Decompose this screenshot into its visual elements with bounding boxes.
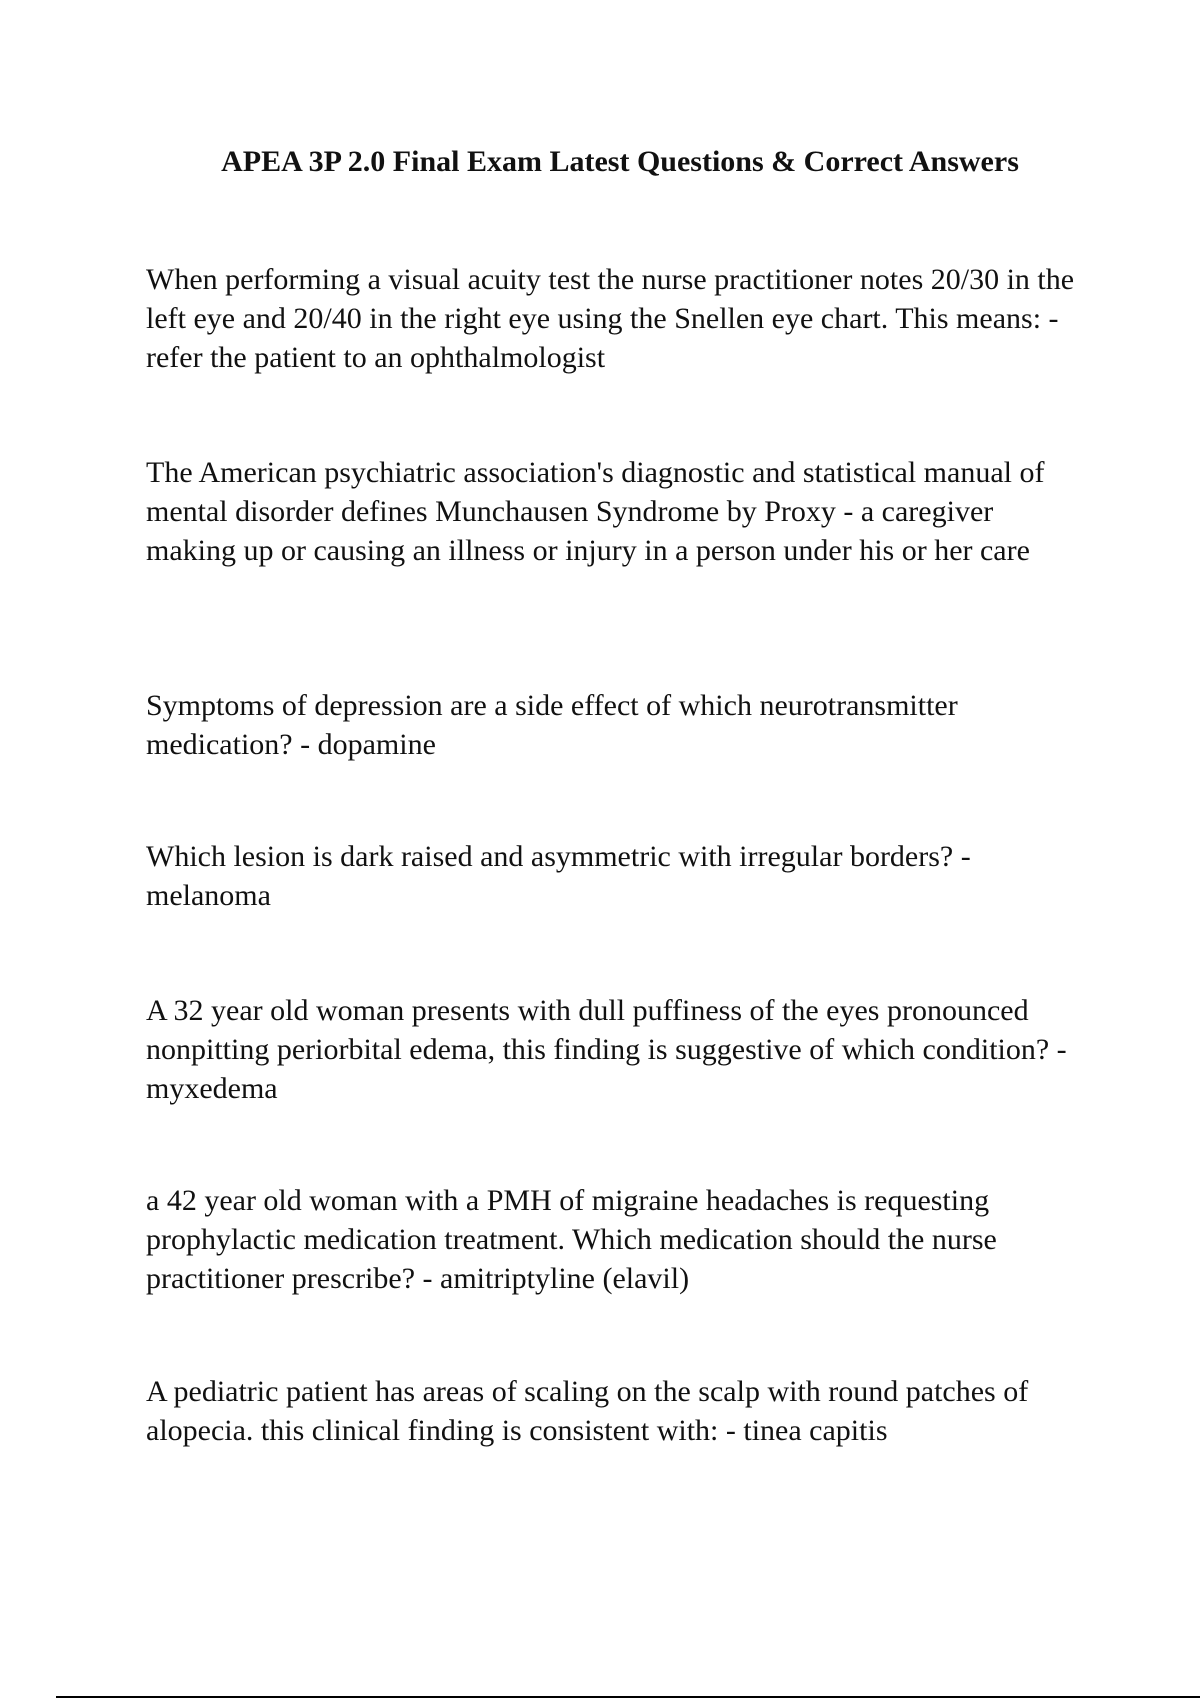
qa-item-5: A 32 year old woman presents with dull puffiness of the eyes pronounced nonpitting periorbital edema, this finding is suggestive of which condition? - myxedema [146,994,1067,1105]
qa-item-1: When performing a visual acuity test the nurse practitioner notes 20/30 in the left eye and 20/40 in the right eye using the Snellen eye chart. This means: - refer the patient to an ophthalmologist [146,263,1075,374]
footer-divider [56,1696,1200,1698]
qa-item-6: a 42 year old woman with a PMH of migraine headaches is requesting prophylactic medication treatment. Which medication should the nurse practitioner prescribe? - amitriptyline (elavil) [146,1184,997,1295]
document-title: APEA 3P 2.0 Final Exam Latest Questions & Correct Answers [221,145,1019,178]
qa-item-2: The American psychiatric association's diagnostic and statistical manual of mental disorder defines Munchausen Syndrome by Proxy - a caregiver making up or causing an illness or injury in a person under his or her care [146,456,1045,567]
qa-item-7: A pediatric patient has areas of scaling on the scalp with round patches of alopecia. this clinical finding is consistent with: - tinea capitis [146,1375,1029,1447]
qa-item-4: Which lesion is dark raised and asymmetric with irregular borders? - melanoma [146,840,971,912]
qa-item-3: Symptoms of depression are a side effect of which neurotransmitter medication? - dopamine [146,689,958,761]
